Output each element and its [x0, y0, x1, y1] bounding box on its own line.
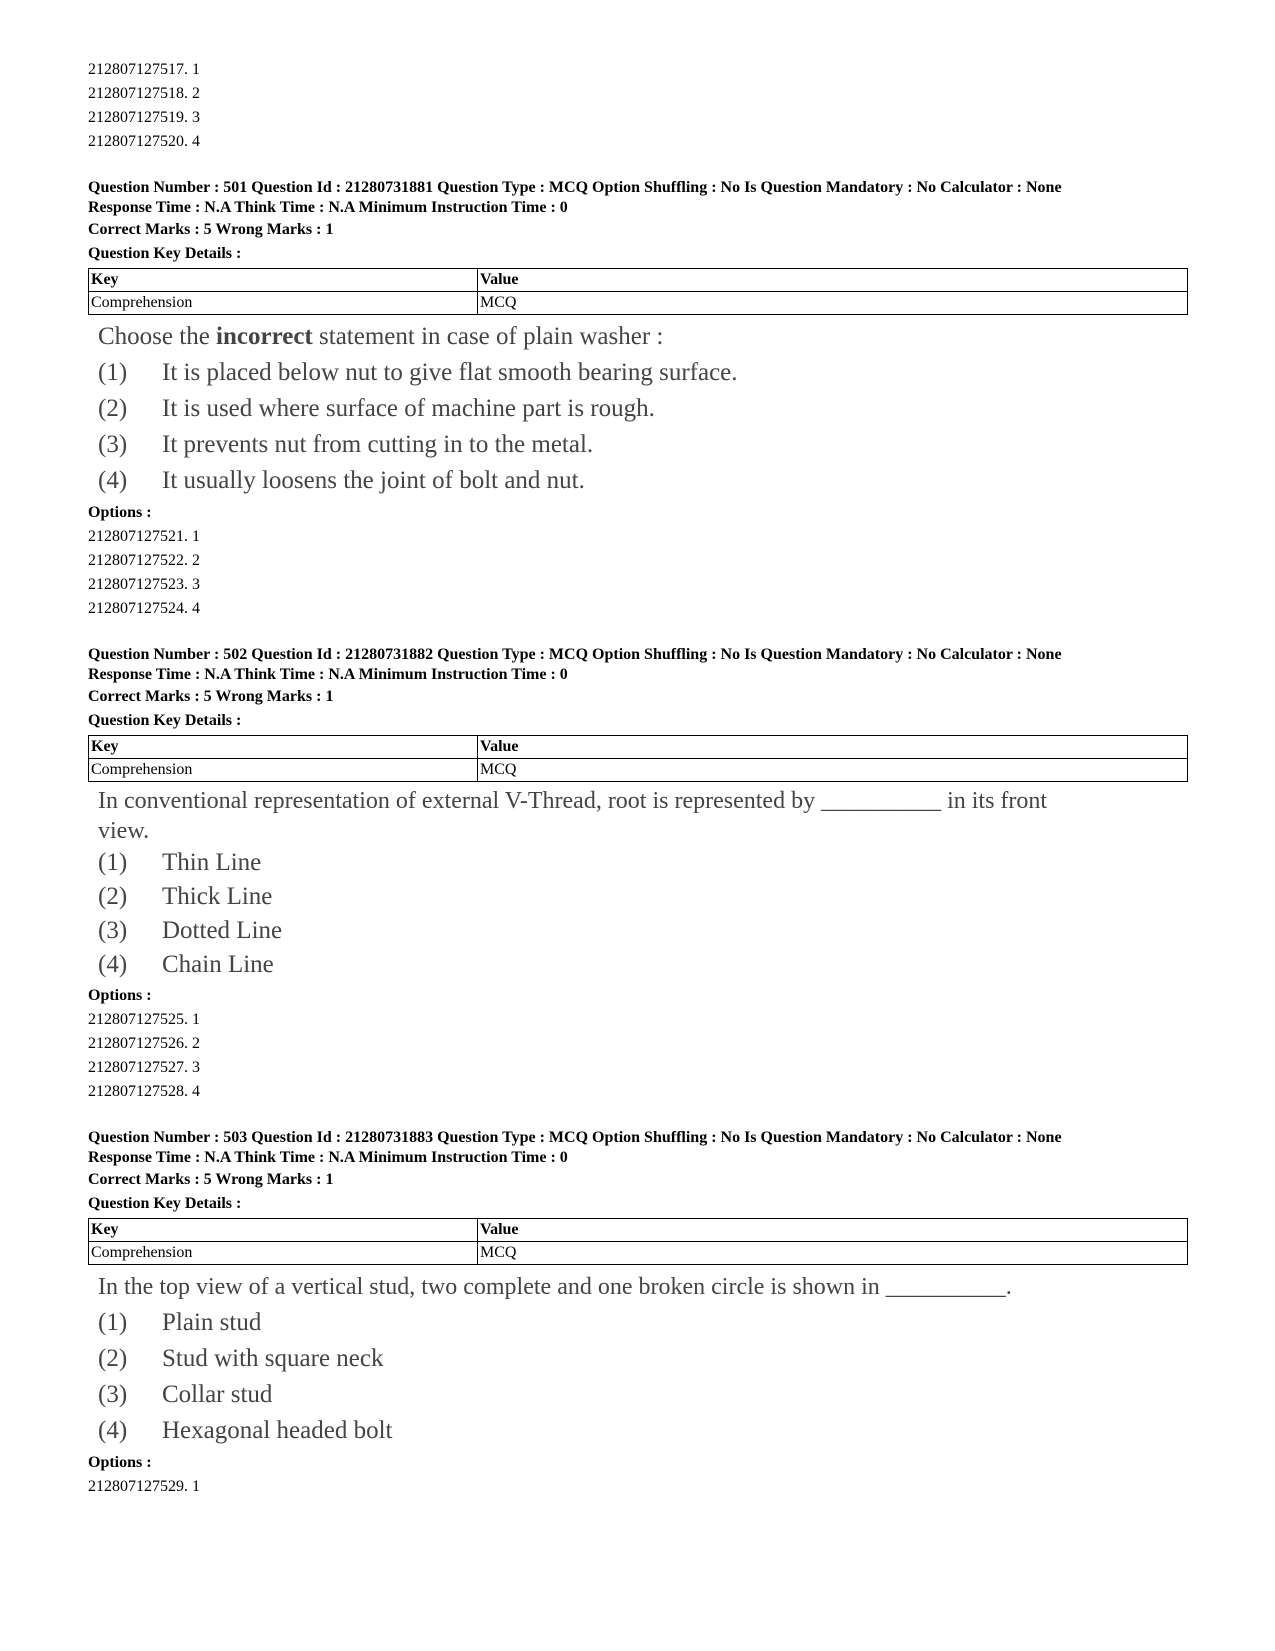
option-id-line: 212807127520. 4 — [88, 133, 200, 150]
choice-item: (1) Plain stud — [98, 1309, 262, 1336]
option-id-line: 212807127526. 2 — [88, 1035, 200, 1052]
question-marks: Correct Marks : 5 Wrong Marks : 1 — [88, 221, 334, 238]
option-id-line: 212807127519. 3 — [88, 109, 200, 126]
key-header: Key — [89, 736, 478, 759]
value-header: Value — [478, 1219, 1188, 1242]
option-id-line: 212807127527. 3 — [88, 1059, 200, 1076]
question-stem: In the top view of a vertical stud, two complete and one broken circle is shown in __________. — [98, 1274, 1012, 1300]
choice-item: (4) Hexagonal headed bolt — [98, 1417, 393, 1444]
option-id-line: 212807127525. 1 — [88, 1011, 200, 1028]
question-paper-page — [88, 58, 1188, 1499]
option-id-line: 212807127524. 4 — [88, 600, 200, 617]
choice-item: (1) Thin Line — [98, 849, 262, 876]
key-details-label: Question Key Details : — [88, 712, 242, 729]
choice-item: (2) Stud with square neck — [98, 1345, 384, 1372]
option-id-line: 212807127522. 2 — [88, 552, 200, 569]
question-marks: Correct Marks : 5 Wrong Marks : 1 — [88, 1171, 334, 1188]
option-id-line: 212807127528. 4 — [88, 1083, 200, 1100]
question-stem-line2: view. — [98, 818, 150, 844]
question-meta-line2: Response Time : N.A Think Time : N.A Minimum Instruction Time : 0 — [88, 666, 568, 683]
options-label: Options : — [88, 1454, 152, 1471]
key-cell: Comprehension — [89, 292, 478, 315]
options-label: Options : — [88, 987, 152, 1004]
key-details-table — [88, 735, 1188, 782]
question-text-image — [98, 1269, 1188, 1449]
choice-item: (4) It usually loosens the joint of bolt and nut. — [98, 467, 585, 494]
question-stem-line1: In conventional representation of external V-Thread, root is represented by __________ in its front — [98, 788, 1048, 814]
option-id-line: 212807127518. 2 — [88, 85, 200, 102]
value-cell: MCQ — [478, 1242, 1188, 1265]
question-marks: Correct Marks : 5 Wrong Marks : 1 — [88, 688, 334, 705]
choice-item: (2) Thick Line — [98, 883, 273, 910]
key-details-table — [88, 268, 1188, 315]
choice-item: (4) Chain Line — [98, 951, 274, 978]
value-header: Value — [478, 736, 1188, 759]
option-id-line: 212807127523. 3 — [88, 576, 200, 593]
value-cell: MCQ — [478, 759, 1188, 782]
question-meta-line1: Question Number : 503 Question Id : 21280731883 Question Type : MCQ Option Shuffling : No Is Question Mandatory : No Calculator : None — [88, 1129, 1062, 1146]
key-details-table — [88, 1218, 1188, 1265]
key-cell: Comprehension — [89, 759, 478, 782]
question-meta-line1: Question Number : 501 Question Id : 21280731881 Question Type : MCQ Option Shuffling : No Is Question Mandatory : No Calculator : None — [88, 179, 1062, 196]
choice-item: (3) It prevents nut from cutting in to the metal. — [98, 431, 594, 458]
choice-item: (2) It is used where surface of machine part is rough. — [98, 395, 655, 422]
question-meta-line2: Response Time : N.A Think Time : N.A Minimum Instruction Time : 0 — [88, 1149, 568, 1166]
choice-item: (3) Collar stud — [98, 1381, 273, 1408]
choice-item: (3) Dotted Line — [98, 917, 283, 944]
question-502 — [88, 645, 1188, 1104]
choice-item: (1) It is placed below nut to give flat smooth bearing surface. — [98, 359, 738, 386]
question-meta-line2: Response Time : N.A Think Time : N.A Minimum Instruction Time : 0 — [88, 199, 568, 216]
option-id-line: 212807127521. 1 — [88, 528, 200, 545]
option-id-line: 212807127529. 1 — [88, 1478, 200, 1495]
value-cell: MCQ — [478, 292, 1188, 315]
question-stem: Choose the incorrect statement in case of plain washer : — [98, 323, 664, 350]
key-details-label: Question Key Details : — [88, 1195, 242, 1212]
question-501 — [88, 178, 1188, 621]
question-text-image — [98, 786, 1188, 982]
key-header: Key — [89, 1219, 478, 1242]
value-header: Value — [478, 269, 1188, 292]
previous-options-list — [88, 58, 1188, 154]
question-503 — [88, 1128, 1188, 1499]
key-header: Key — [89, 269, 478, 292]
key-cell: Comprehension — [89, 1242, 478, 1265]
key-details-label: Question Key Details : — [88, 245, 242, 262]
question-text-image — [98, 319, 1188, 499]
question-meta-line1: Question Number : 502 Question Id : 21280731882 Question Type : MCQ Option Shuffling : No Is Question Mandatory : No Calculator : None — [88, 646, 1062, 663]
option-id-line: 212807127517. 1 — [88, 61, 200, 78]
options-label: Options : — [88, 504, 152, 521]
